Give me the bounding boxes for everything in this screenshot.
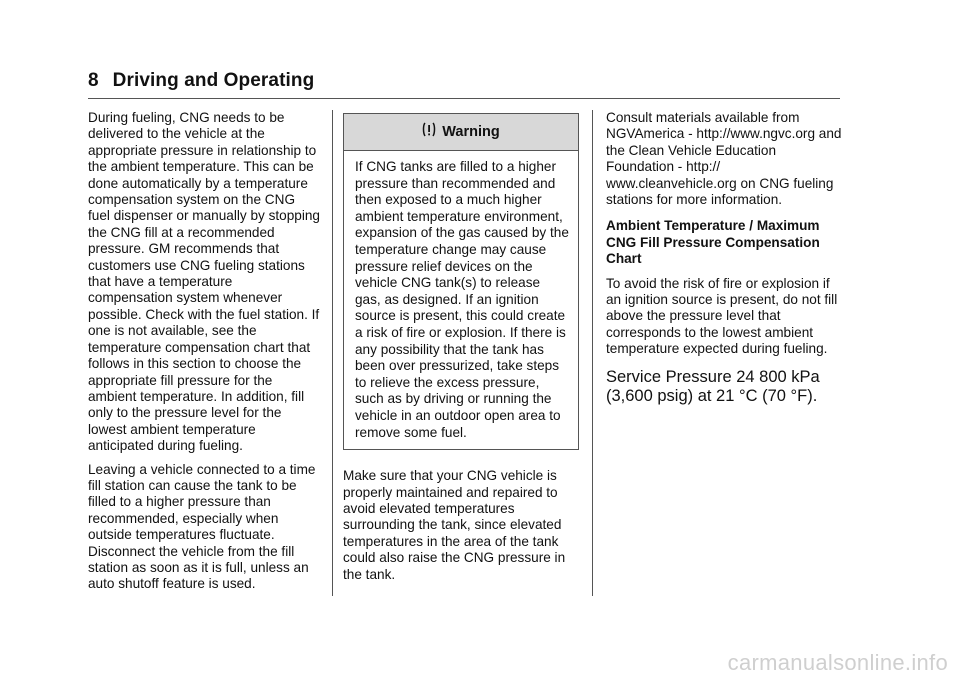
warning-header [344,114,578,151]
maintenance-paragraph: Make sure that your CNG vehicle is properly maintained and repaired to avoid elevated temperatures surrounding the tank, since elevated temperatures in the area of the tank could also raise the CNG pressure in the tank. [343,468,566,582]
chart-subheading: Ambient Temperature / Maximum CNG Fill Pressure Compensation Chart [606,218,820,267]
consult-paragraph: Consult materials available from NGVAmerica - http://www.ngvc.org and the Clean Vehicle Education Foundation - http:// www.cleanvehicle.org on CNG fueling stations for more information. [606,110,842,208]
time-fill-paragraph: Leaving a vehicle connected to a time fill station can cause the tank to be filled to a higher pressure than recommended, especially when outside temperatures fluctuate. Disconnect the vehicle from the fill station as soon as it is full, unless an auto shutoff feature is used. [88,461,316,592]
column-divider-1 [332,110,333,596]
column-divider-2 [592,110,593,596]
warning-box [343,113,579,450]
avoid-risk-paragraph: To avoid the risk of fire or explosion if an ignition source is present, do not fill above the pressure level that corresponds to the lowest ambient temperature expected during fueling. [606,275,838,357]
warning-title: Warning [442,123,500,140]
header-rule [88,98,840,99]
left-column [88,110,320,600]
page-header [88,70,314,92]
page-number: 8 [88,70,99,91]
service-pressure-text: Service Pressure 24 800 kPa (3,600 psig) at 21 °C (70 °F). [606,367,820,406]
fueling-paragraph: During fueling, CNG needs to be delivered to the vehicle at the appropriate pressure in relationship to the ambient temperature. This can be done automatically by a temperature compensation system on the CNG fuel dispenser or manually by stopping the CNG fill at a recommended pressure. GM recommends that customers use CNG fueling stations that have a temperature compensation system whenever possible. Check with the fuel station. If one is not available, see the temperature compensation chart that follows in this section to choose the appropriate fill pressure for the ambient temperature. In addition, fill only to the pressure level for the lowest ambient temperature anticipated during fueling. [88,110,320,454]
warning-text: If CNG tanks are filled to a higher pressure than recommended and then exposed to a much higher ambient temperature environment, expansion of the gas caused by the temperature change may cause pressure relief devices on the vehicle CNG tank(s) to release gas, as designed. If an ignition source is present, this could create a risk of fire or explosion. If there is any possibility that the tank has been over pressurized, take steps to relieve the excess pressure, such as by driving or running the vehicle in an outdoor open area to remove some fuel. [355,159,569,440]
warning-bracket-icon [422,122,436,142]
middle-column [343,110,579,590]
watermark: carmanualsonline.info [727,650,948,675]
section-title: Driving and Operating [112,70,315,91]
right-column [606,110,842,407]
